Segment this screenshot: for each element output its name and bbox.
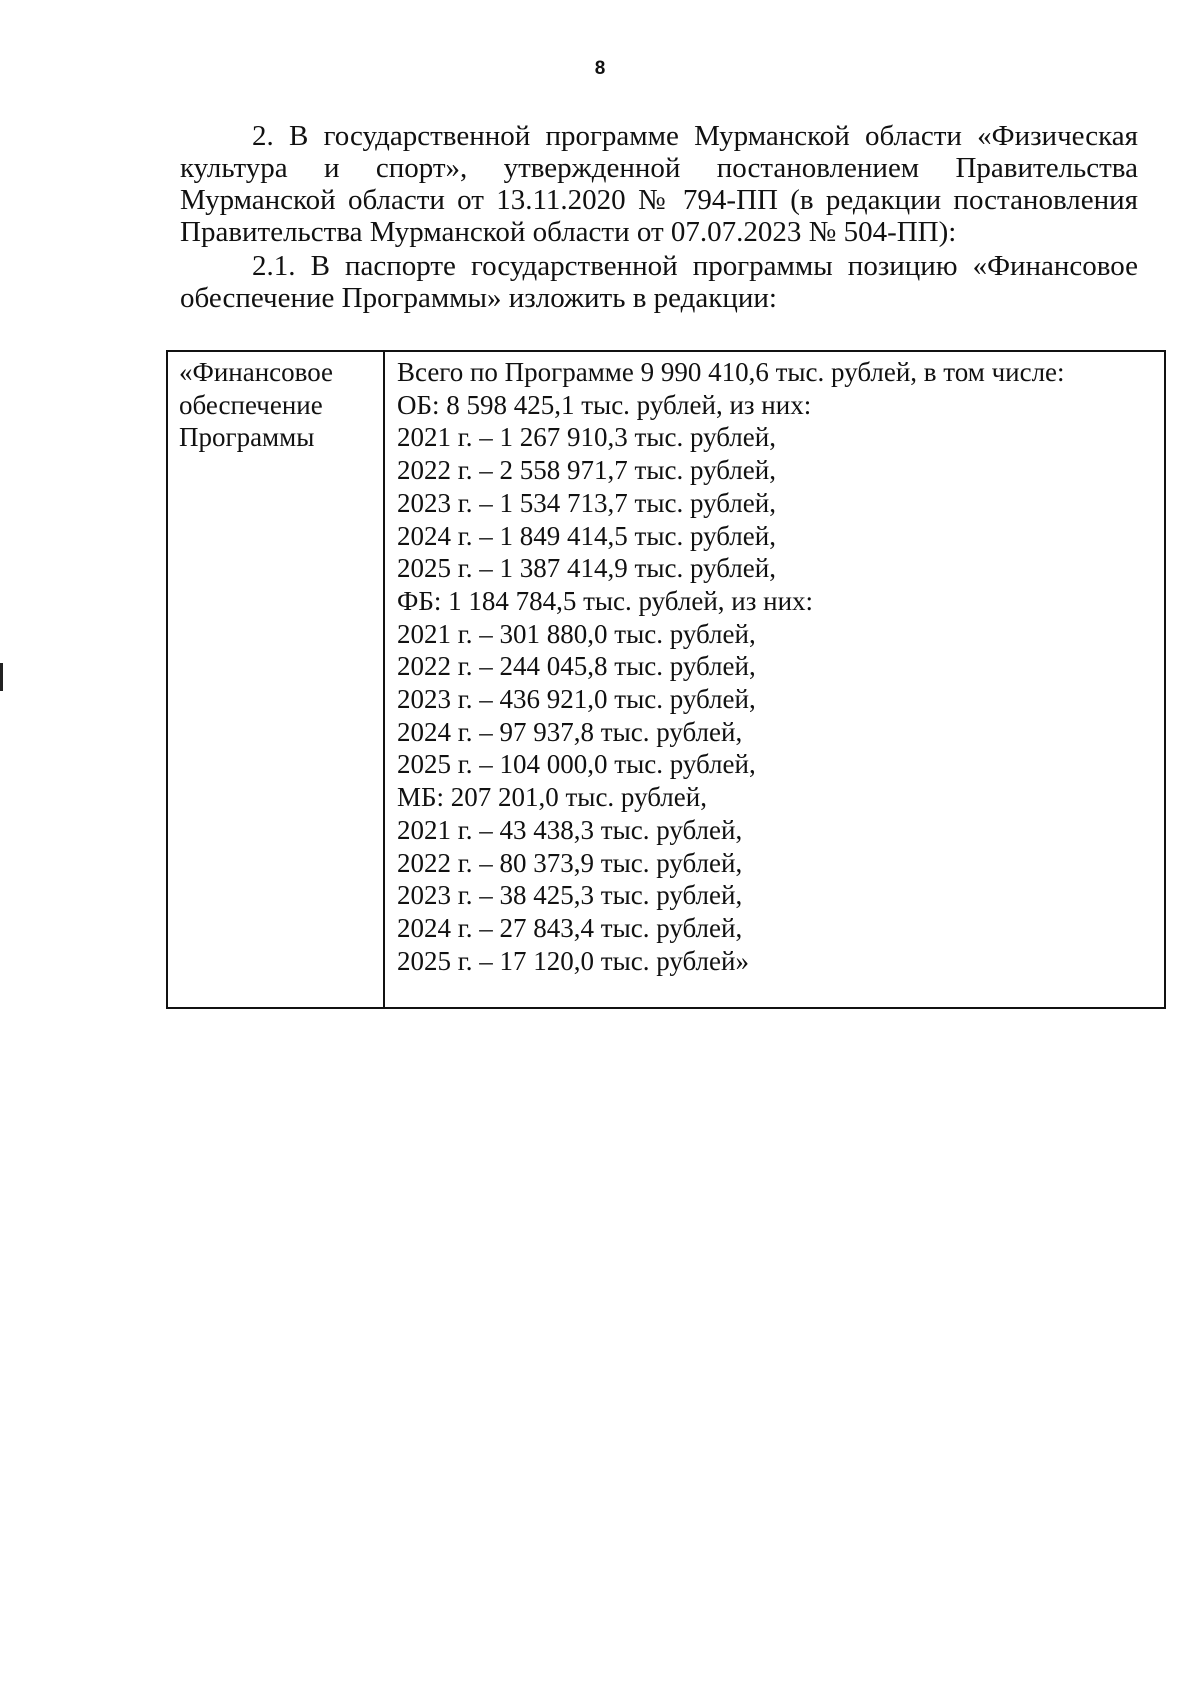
value-line: 2025 г. – 104 000,0 тыс. рублей, [397, 749, 756, 780]
value-line: 2023 г. – 38 425,3 тыс. рублей, [397, 880, 743, 911]
value-line: Всего по Программе 9 990 410,6 тыс. рублей, в том числе: [397, 357, 1065, 387]
paragraph-amendment-2-1 [180, 250, 1138, 314]
table-row [167, 351, 1165, 1008]
label-line: «Финансовое [179, 357, 334, 387]
paragraph-amendment-2 [180, 120, 1138, 248]
value-line: ФБ: 1 184 784,5 тыс. рублей, из них: [397, 585, 814, 616]
value-line: 2025 г. – 17 120,0 тыс. рублей» [397, 945, 749, 976]
value-line: 2021 г. – 301 880,0 тыс. рублей, [397, 618, 756, 649]
page-number: 8 [594, 58, 606, 79]
value-line: МБ: 207 201,0 тыс. рублей, [397, 782, 707, 813]
value-line: ОБ: 8 598 425,1 тыс. рублей, из них: [397, 389, 812, 420]
value-line: 2022 г. – 244 045,8 тыс. рублей, [397, 651, 756, 682]
scan-margin-mark [0, 663, 3, 691]
value-line: 2022 г. – 2 558 971,7 тыс. рублей, [397, 455, 776, 486]
value-line: 2021 г. – 43 438,3 тыс. рублей, [397, 814, 743, 845]
paragraph-text: 2. В государственной программе Мурманской области «Физическая культура и спорт», утвержденной постановлением Правительства Мурманской области от 13.11.2020 № 794-ПП (в редакции постановления Правительства Мурманской области от 07.07.2023 № 504-ПП): [180, 120, 1138, 248]
paragraph-text: 2.1. В паспорте государственной программы позицию «Финансовое обеспечение Программы» изложить в редакции: [180, 250, 1138, 314]
value-line: 2023 г. – 1 534 713,7 тыс. рублей, [397, 487, 776, 518]
value-line: 2024 г. – 27 843,4 тыс. рублей, [397, 912, 743, 943]
value-line: 2024 г. – 1 849 414,5 тыс. рублей, [397, 520, 776, 551]
value-line: 2023 г. – 436 921,0 тыс. рублей, [397, 684, 756, 715]
value-line: 2025 г. – 1 387 414,9 тыс. рублей, [397, 553, 776, 584]
financing-table [166, 350, 1166, 1009]
label-line: Программы [179, 422, 315, 453]
value-line: 2024 г. – 97 937,8 тыс. рублей, [397, 716, 743, 747]
value-line: 2022 г. – 80 373,9 тыс. рублей, [397, 847, 743, 878]
label-line: обеспечение [179, 389, 323, 420]
value-line: 2021 г. – 1 267 910,3 тыс. рублей, [397, 422, 776, 453]
financing-values-cell [384, 351, 1165, 1008]
financing-label-cell [167, 351, 384, 1008]
